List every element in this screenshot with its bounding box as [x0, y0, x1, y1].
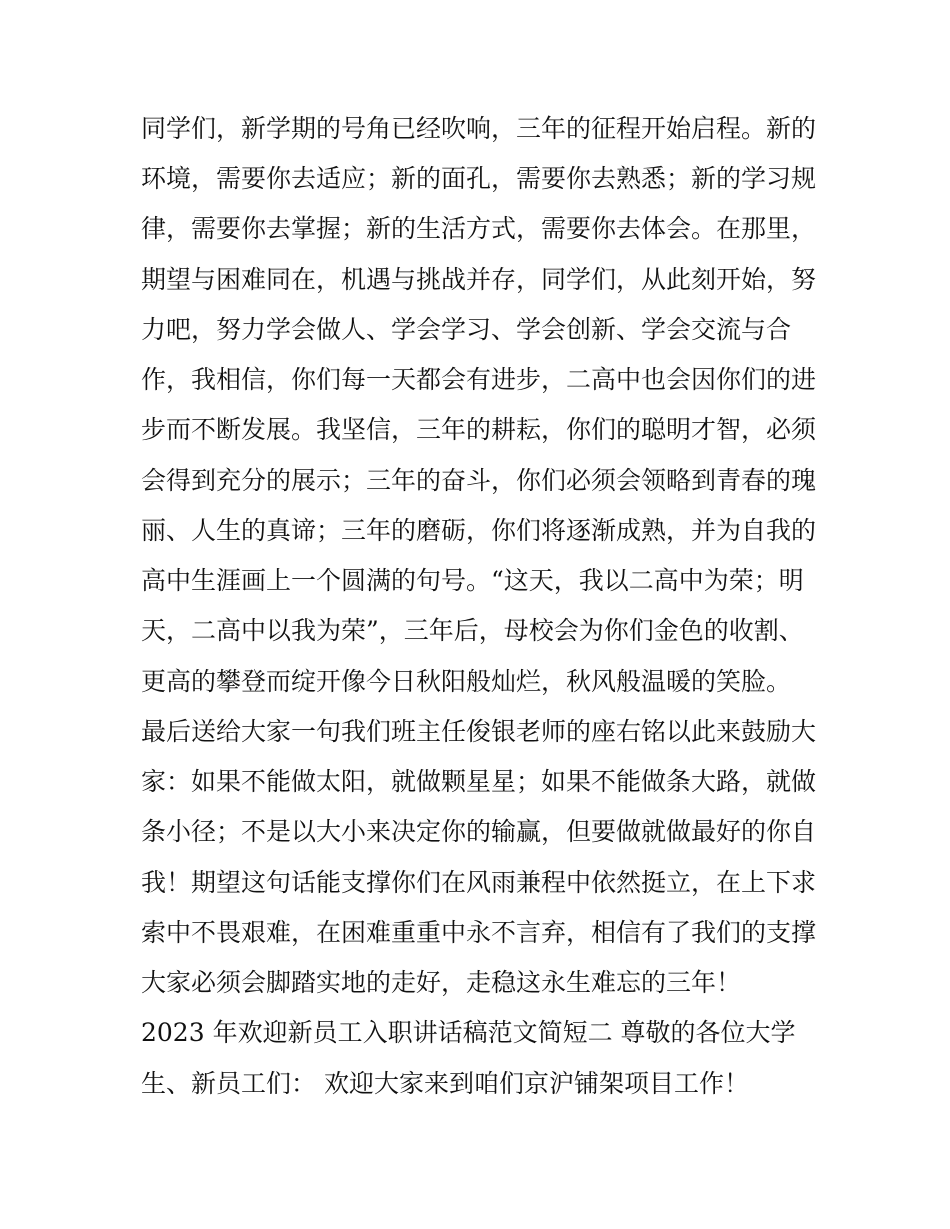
text-line-14: 家：如果不能做太阳，就做颗星星；如果不能做条大路，就做: [141, 767, 817, 796]
text-line-7: 步而不断发展。我坚信，三年的耕耘，你们的聪明才智，必须: [141, 415, 817, 444]
text-line-13: 最后送给大家一句我们班主任俊银老师的座右铭以此来鼓励大: [141, 717, 817, 746]
text-line-9: 丽、人生的真谛；三年的磨砺，你们将逐渐成熟，并为自我的: [141, 516, 817, 545]
text-line-15: 条小径；不是以大小来决定你的输赢，但要做就做最好的你自: [141, 817, 817, 846]
text-line-10: 高中生涯画上一个圆满的句号。“这天，我以二高中为荣；明: [141, 566, 804, 595]
text-line-6: 作，我相信，你们每一天都会有进步，二高中也会因你们的进: [141, 365, 817, 394]
text-line-11: 天，二高中以我为荣”，三年后，母校会为你们金色的收割、: [141, 616, 804, 645]
text-line-1: 同学们，新学期的号角已经吹响，三年的征程开始启程。新的: [141, 114, 817, 143]
text-line-5: 力吧，努力学会做人、学会学习、学会创新、学会交流与合: [141, 315, 792, 344]
text-line-2: 环境，需要你去适应；新的面孔，需要你去熟悉；新的学习规: [141, 164, 817, 193]
text-line-17: 索中不畏艰难，在困难重重中永不言弃，相信有了我们的支撑: [141, 918, 817, 947]
text-line-16: 我！期望这句话能支撑你们在风雨兼程中依然挺立，在上下求: [141, 868, 817, 897]
text-line-19: 2023 年欢迎新员工入职讲话稿范文简短二 尊敬的各位大学: [141, 1018, 796, 1047]
text-line-8: 会得到充分的展示；三年的奋斗，你们必须会领略到青春的瑰: [141, 466, 817, 495]
text-line-4: 期望与困难同在，机遇与挑战并存，同学们，从此刻开始，努: [141, 265, 817, 294]
text-line-12: 更高的攀登而绽开像今日秋阳般灿烂，秋风般温暖的笑脸。: [141, 667, 792, 696]
text-line-3: 律，需要你去掌握；新的生活方式，需要你去体会。在那里，: [141, 214, 817, 243]
text-line-18: 大家必须会脚踏实地的走好，走稳这永生难忘的三年！: [141, 968, 742, 997]
text-line-20: 生、新员工们： 欢迎大家来到咱们京沪铺架项目工作！: [141, 1069, 749, 1098]
